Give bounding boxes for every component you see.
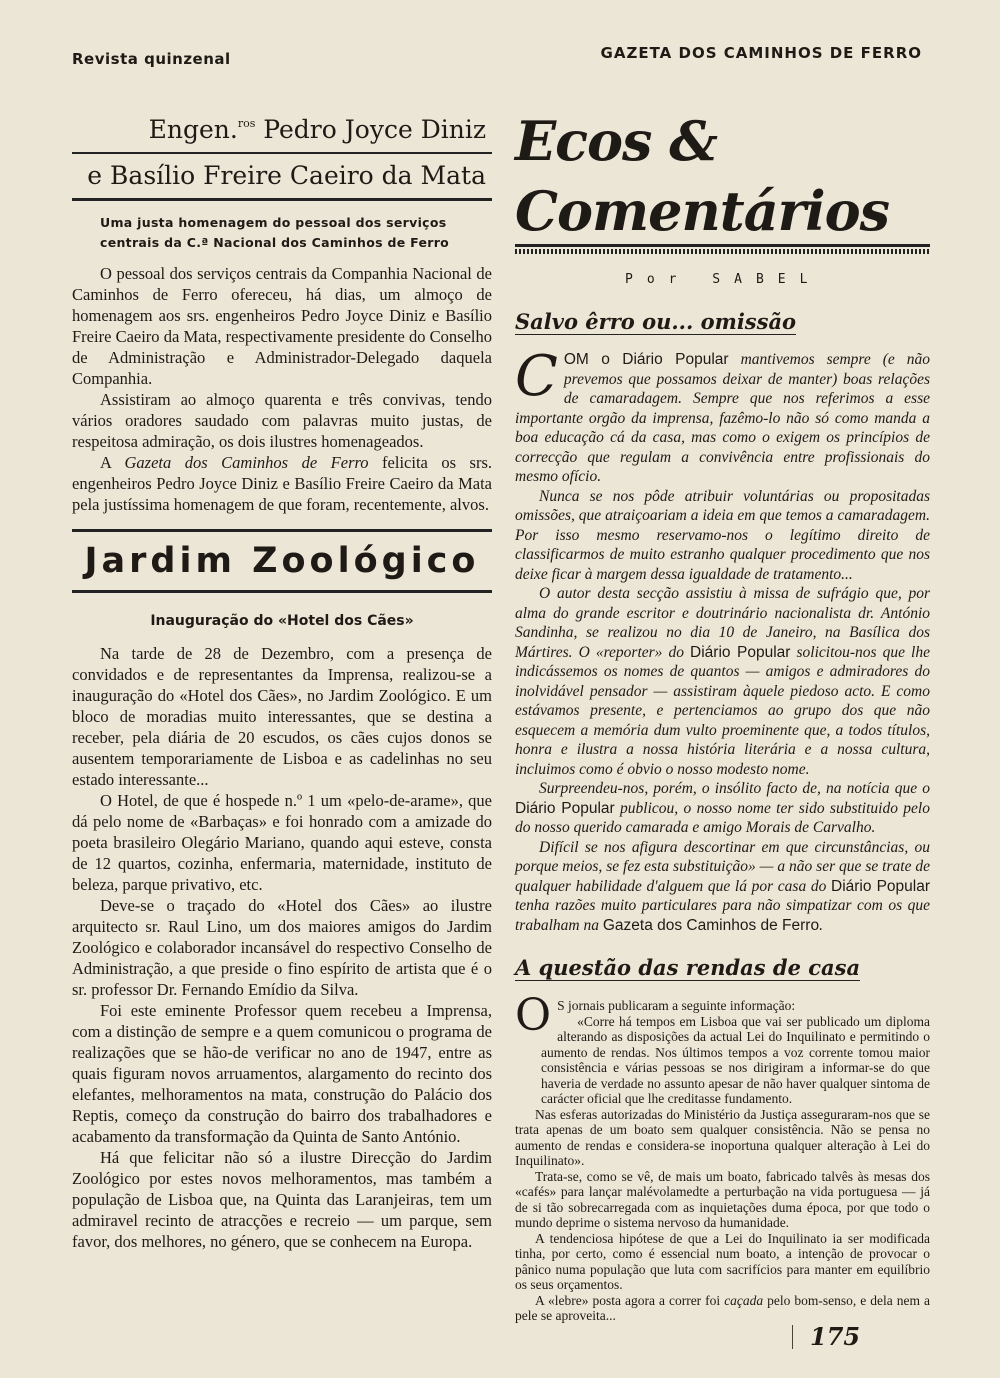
paragraph: Há que felicitar não só a ilustre Direcção do Jardim Zoológico por estes novos melhoramentos, mas também a população de Lisboa que, na Quinta das Laranjeiras, tem um admiravel recinto de atracções e recreio — um parque, sem favor, dos melhores, no género, que se conhecem na Europa. — [72, 1148, 492, 1251]
text-run: A «lebre» posta agora a correr foi — [535, 1292, 725, 1308]
section-heading — [515, 309, 930, 334]
running-head-right: GAZETA DOS CAMINHOS DE FERRO — [600, 44, 922, 62]
text-run: OM o — [563, 351, 623, 368]
title-rule — [72, 198, 492, 201]
running-head-left: Revista quinzenal — [72, 50, 231, 68]
article-title-line2: e Basílio Freire Caeiro da Mata — [87, 161, 486, 190]
text-run: A — [100, 453, 125, 472]
drop-cap: C — [515, 344, 558, 409]
text-run-italic: caçada — [724, 1292, 764, 1308]
publication-name: Diário Popular — [690, 643, 791, 661]
text-run: . — [819, 916, 823, 934]
right-column — [515, 100, 930, 1324]
title-part: Pedro Joyce Diniz — [255, 115, 486, 144]
publication-name: Gazeta dos Caminhos de Ferro — [602, 916, 820, 934]
publication-name: Diário Popular — [622, 351, 729, 368]
article-subtitle — [100, 213, 492, 253]
paragraph — [515, 990, 930, 1041]
title-rule — [72, 590, 492, 593]
quote-paragraph: «Corre há tempos em Lisboa que vai ser publicado um diploma alterando as disposições da actual Lei do Inquilinato e permitindo o aumento de rendas. Nos últimos tempos a voz corrente tomou maior consistência e várias pessoas se nos dirigiram a informar-se do que haveria de verdade no assunto apesar de não haver qualquer sintoma de carácter oficial que lhe creditasse fundamento. — [541, 1013, 930, 1106]
paragraph — [515, 584, 930, 779]
paragraph: Deve-se o traçado do «Hotel dos Cães» ao ilustre arquitecto sr. Raul Lino, um dos maiores amigos do Jardim Zoológico e colaborador incansável do respectivo Conselho de Administração, a que preside o fino espírito de artista que é o sr. professor Dr. Fernando Emídio da Silva. — [72, 896, 492, 999]
section-body — [515, 344, 931, 935]
paragraph — [515, 838, 930, 936]
title-rule-hatched — [515, 249, 930, 254]
page-number: 175 — [810, 1322, 861, 1351]
text-run: mantivemos sempre (e não prevemos que possamos deixar de manter) boas relações de camaradagem. Sempre que nos referimos a esse importante orgão da imprensa, fazêmo-lo não só como manda a boa educação cá da casa, mas como o exigem os princípios de correcção que regulam a convivência entre profissionais do mesmo ofício. — [515, 351, 931, 485]
text-run: felicita os srs. engenheiros Pedro Joyce Diniz e Basílio Freire Caeiro da Mata pela justíssima homenagem de que foram, recentemente, alvos. — [72, 453, 492, 514]
paragraph — [515, 344, 931, 487]
article-engenheiros — [72, 110, 492, 515]
paragraph: Na tarde de 28 de Dezembro, com a presença de convidados e de representantes da Imprensa, realizou-se a inauguração do «Hotel dos Cães», no Jardim Zoológico. E um bloco de moradias muito interessantes, que se destina a receber, pela diária de 20 escudos, os cães cujos donos se ausentem temporariamente de Lisboa e as cadelinhas no seu estado interessante... — [72, 644, 492, 789]
publication-name: Gazeta dos Caminhos de Ferro — [124, 453, 369, 472]
paragraph — [515, 779, 930, 838]
subtitle-line: centrais da C.ª Nacional dos Caminhos de Ferro — [100, 235, 450, 250]
paragraph — [72, 452, 492, 515]
left-column — [72, 100, 492, 1252]
paragraph: Nas esferas autorizadas do Ministério da Justiça asseguraram-nos que se trata apenas de um boato sem qualquer consistência. Não se pensa no aumento de rendas e considera-se inoportuna qualquer alteração à Lei do Inquilinato». — [515, 1106, 930, 1168]
text-run: S jornais publicaram a seguinte informação: — [557, 998, 796, 1013]
article-subtitle: Inauguração do «Hotel dos Cães» — [150, 613, 414, 629]
paragraph: O pessoal dos serviços centrais da Companhia Nacional de Caminhos de Ferro ofereceu, há dias, um almoço de homenagem aos srs. engenheiros Pedro Joyce Diniz e Basílio Freire Caeiro da Mata, respectivamente presidente do Conselho de Administração e Administrador-Delegado daquela Companhia. — [72, 264, 492, 388]
section-salvo-erro — [515, 309, 930, 935]
publication-name: Diário Popular — [831, 877, 931, 895]
section-heading-text: Salvo êrro ou... omissão — [515, 309, 797, 334]
paragraph — [515, 1293, 930, 1324]
article-body — [72, 263, 492, 515]
article-body — [72, 643, 492, 1252]
text-run: Surpreendeu-nos, porém, o insólito facto de, na notícia que o — [539, 780, 930, 797]
publication-name: Diário Popular — [515, 799, 615, 817]
text-run: tenha razões muito particulares para não simpatizar com os que trabalham na — [515, 897, 930, 934]
section-heading-text: A questão das rendas de casa — [515, 955, 861, 980]
text-run: solicitou-nos que lhe indicássemos os nomes de quantos — amigos e admiradores do inolvidável pensador — assistiram àquele piedoso acto. E como estávamos presente, e pertenciamos ao grupo dos que não esquecem a memória dum vulto proeminente que, a todos títulos, honra e ilustra a nossa história literária e a nossa cultura, incluimos como é obvio o nosso modesto nome. — [515, 643, 930, 778]
section-body — [515, 990, 931, 1324]
article-title: Jardim Zoológico — [84, 541, 480, 581]
page-number-divider — [792, 1325, 793, 1349]
article-jardim-zoologico — [72, 529, 492, 1252]
title-part: Engen. — [148, 115, 238, 144]
title-rule — [72, 529, 492, 532]
paragraph: Assistiram ao almoço quarenta e três convivas, tendo vários oradores saudado com palavras muito justas, de respeitosa admiração, os dois ilustres homenageados. — [72, 390, 492, 451]
text-run: Difícil se nos afigura descortinar em que circunstâncias, ou porque meios, se fez esta substituição» — a não ser que se trate de qualquer habilidade d'alguem que lá por casa do — [515, 838, 930, 895]
paragraph: A tendenciosa hipótese de que a Lei do Inquilinato ia ser modificada tinha, por certo, como é essencial num boato, a intenção de provocar o pânico numa população que luta com sacrifícios para manter em equilíbrio os seus orçamentos. — [515, 1230, 930, 1292]
drop-cap: O — [515, 990, 552, 1041]
paragraph: O Hotel, de que é hospede n.º 1 um «pelo-de-arame», que dá pelo nome de «Barbaças» e foi honrado com a amizade do poeta brasileiro Olegário Mariano, quando aqui esteve, consta de 12 quartos, cozinha, enfermaria, maternidade, instituto de beleza, parque privativo, etc. — [72, 791, 492, 894]
title-rule — [72, 152, 492, 154]
paragraph: Trata-se, como se vê, de mais um boato, fabricado talvês às mesas dos «cafés» para lançar malévolamedte a perturbação na vida portuguesa — já de si tão sobrecarregada com as inquietações duma época, por que todo o mundo deprime o sistema nervoso da humanidade. — [515, 1168, 930, 1230]
text-run: pelo bom-senso, e dela nem a pele se aproveita... — [515, 1292, 931, 1323]
subtitle-line: Uma justa homenagem do pessoal dos serviços — [100, 215, 447, 230]
text-run: O autor desta secção assistiu à missa de sufrágio que, por alma do grande escritor e doutrinário nacionalista dr. António Sandinha, se realizou no dia 10 de Janeiro, na Basílica dos Mártires. O «reporter» do — [515, 585, 930, 661]
text-run: publicou, o nosso nome ter sido substituido pelo do nosso querido camarada e amigo Morais de Carvalho. — [515, 799, 930, 836]
section-heading — [515, 955, 930, 980]
column-title: Ecos & Comentários — [515, 109, 890, 243]
title-superscript: ros — [237, 117, 256, 130]
byline: Por SABEL — [625, 272, 822, 287]
section-rendas-de-casa — [515, 955, 930, 1324]
paragraph: Foi este eminente Professor quem recebeu a Imprensa, com a distinção de sempre e a quem comunicou o programa de realizações que se hão-de verificar no ano de 1947, entre as quais figuram novos arruamentos, alargamento do recinto dos elefantes, melhoramentos na mata, construção do Palácio dos Reptis, começo da construção do bairro dos trabalhadores e acabamento da transformação da Quinta de Santo António. — [72, 1001, 492, 1146]
article-title — [72, 110, 492, 150]
paragraph: Nunca se nos pôde atribuir voluntárias ou propositadas omissões, que atraiçoariam a ideia em que temos a camaradagem. Por isso mesmo reservamo-nos o legítimo direito de classificarmos de muito estranho qualquer procedimento que nos deixe ficar à margem dessa igualdade de tratamento... — [515, 487, 930, 583]
